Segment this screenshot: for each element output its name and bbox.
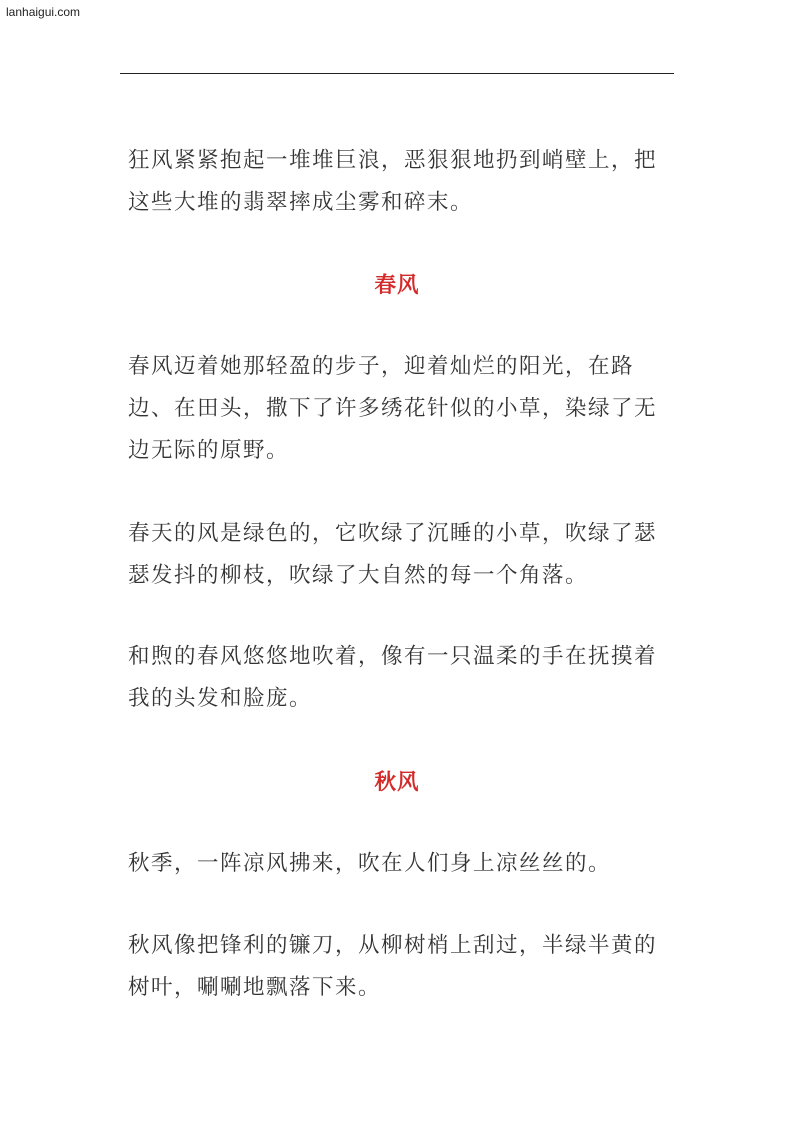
site-label[interactable]: lanhaigui.com xyxy=(6,5,81,19)
section-heading-autumn-wind: 秋风 xyxy=(374,770,420,795)
paragraph-spring-2: 春天的风是绿色的，它吹绿了沉睡的小草，吹绿了瑟瑟发抖的柳枝，吹绿了大自然的每一个角落。 xyxy=(128,521,658,588)
paragraph-autumn-2: 秋风像把锋利的镰刀，从柳树梢上刮过，半绿半黄的树叶，唰唰地飘落下来。 xyxy=(128,933,658,1000)
paragraph-intro: 狂风紧紧抱起一堆堆巨浪，恶狠狠地扔到峭壁上，把这些大堆的翡翠摔成尘雾和碎末。 xyxy=(128,148,658,215)
paragraph-spring-3: 和煦的春风悠悠地吹着，像有一只温柔的手在抚摸着我的头发和脸庞。 xyxy=(128,644,658,711)
section-heading-spring-wind: 春风 xyxy=(374,273,420,298)
paragraph-spring-1: 春风迈着她那轻盈的步子，迎着灿烂的阳光，在路边、在田头，撒下了许多绣花针似的小草，染绿了无边无际的原野。 xyxy=(128,354,658,463)
paragraph-autumn-1: 秋季，一阵凉风拂来，吹在人们身上凉丝丝的。 xyxy=(128,851,612,876)
header-rule xyxy=(120,73,674,74)
